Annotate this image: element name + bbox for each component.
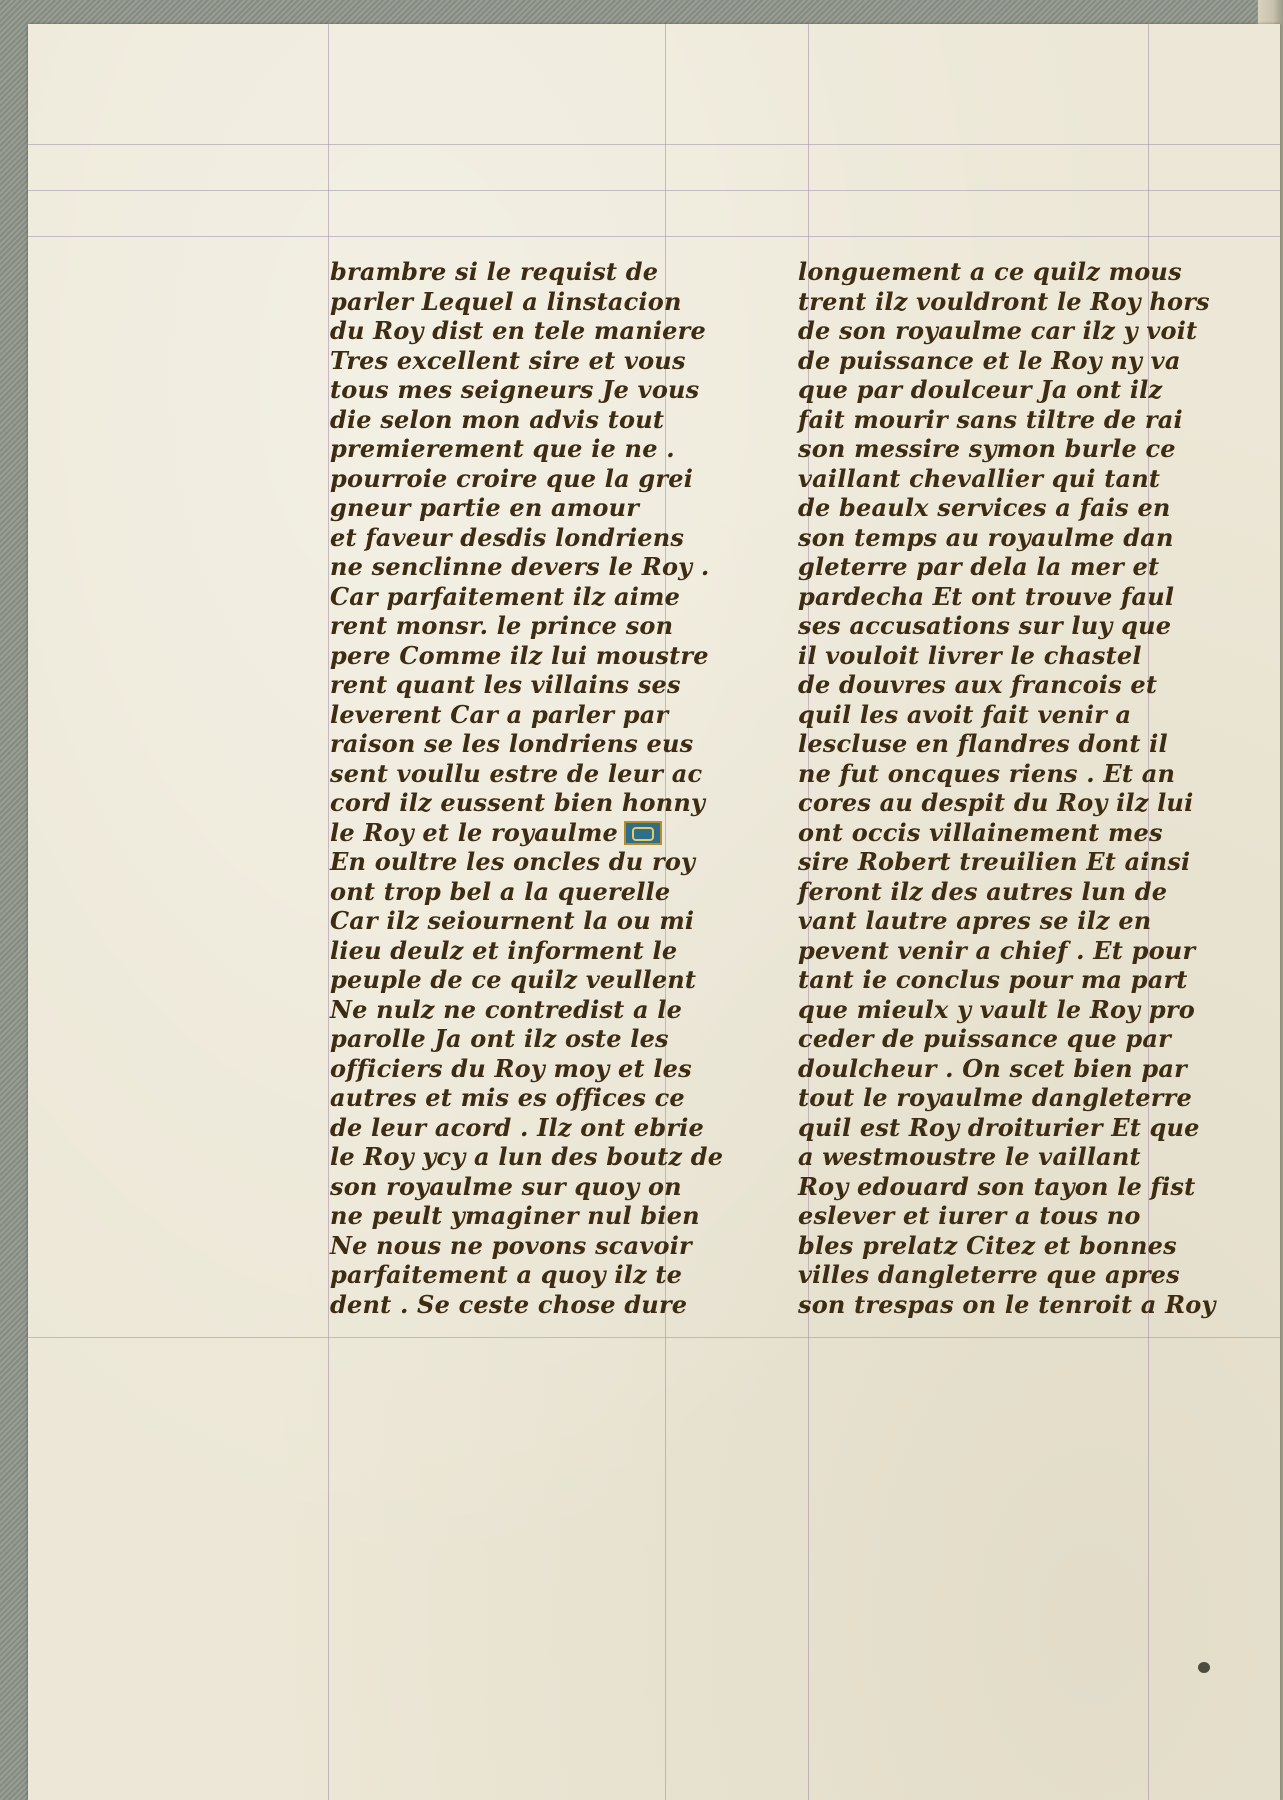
text-line: dent . Se ceste chose dure bbox=[330, 1289, 688, 1319]
text-line: de puissance et le Roy ny va bbox=[798, 345, 1181, 375]
text-line: tous mes seigneurs Je vous bbox=[330, 375, 700, 404]
text-line: ses accusations sur luy que bbox=[798, 611, 1172, 640]
text-line: quil les avoit fait venir a bbox=[798, 699, 1132, 729]
text-line: pevent venir a chief . Et pour bbox=[798, 935, 1196, 965]
ruling-line-top bbox=[28, 144, 1280, 145]
text-line: rent monsr. le prince son bbox=[330, 611, 674, 640]
text-line: tout le royaulme dangleterre bbox=[798, 1083, 1192, 1112]
text-line: il vouloit livrer le chastel bbox=[798, 640, 1142, 670]
text-line: a westmoustre le vaillant bbox=[798, 1142, 1141, 1171]
text-line: autres et mis es offices ce bbox=[330, 1083, 685, 1112]
text-line: gleterre par dela la mer et bbox=[798, 552, 1160, 581]
text-line: son temps au royaulme dan bbox=[798, 522, 1174, 552]
text-line: son messire symon burle ce bbox=[798, 434, 1176, 463]
text-line: lescluse en flandres dont il bbox=[798, 729, 1168, 758]
text-line: ceder de puissance que par bbox=[798, 1024, 1171, 1053]
text-line: vant lautre apres se ilz en bbox=[798, 906, 1152, 935]
text-line: cores au despit du Roy ilz lui bbox=[798, 788, 1194, 817]
text-line: de douvres aux francois et bbox=[798, 670, 1158, 699]
text-line-with-initial bbox=[330, 818, 723, 848]
text-line: peuple de ce quilz veullent bbox=[330, 965, 697, 994]
text-line: eslever et iurer a tous no bbox=[798, 1201, 1141, 1230]
text-line: feront ilz des autres lun de bbox=[798, 876, 1168, 906]
text-line: pourroie croire que la grei bbox=[330, 463, 694, 493]
text-line: de leur acord . Ilz ont ebrie bbox=[330, 1112, 705, 1142]
text-line: officiers du Roy moy et les bbox=[330, 1053, 692, 1083]
text-line: Car parfaitement ilz aime bbox=[330, 581, 681, 611]
text-line: parfaitement a quoy ilz te bbox=[330, 1260, 683, 1289]
text-line: vaillant chevallier qui tant bbox=[798, 463, 1161, 493]
text-line: son trespas on le tenroit a Roy bbox=[798, 1289, 1216, 1319]
text-line: pere Comme ilz lui moustre bbox=[330, 640, 709, 670]
text-line: fait mourir sans tiltre de rai bbox=[798, 404, 1183, 434]
ruling-line-upper bbox=[28, 190, 1280, 191]
text-line: brambre si le requist de bbox=[330, 257, 659, 286]
text-line: raison se les londriens eus bbox=[330, 729, 694, 758]
text-column-left bbox=[330, 257, 723, 1319]
text-line: leverent Car a parler par bbox=[330, 699, 669, 729]
text-line: rent quant les villains ses bbox=[330, 670, 681, 699]
text-line: bles prelatz Citez et bonnes bbox=[798, 1230, 1177, 1260]
text-line: et faveur desdis londriens bbox=[330, 522, 685, 552]
text-line: lieu deulz et informent le bbox=[330, 935, 678, 965]
text-line: ont occis villainement mes bbox=[798, 817, 1163, 847]
text-line: tant ie conclus pour ma part bbox=[798, 965, 1188, 994]
text-line: die selon mon advis tout bbox=[330, 404, 665, 434]
text-line: ne senclinne devers le Roy . bbox=[330, 552, 710, 581]
ruling-line-head bbox=[28, 236, 1280, 237]
decorated-initial-icon bbox=[624, 821, 662, 845]
text-line: longuement a ce quilz mous bbox=[798, 257, 1182, 286]
text-line: le Roy et le royaulme bbox=[330, 817, 619, 847]
text-line: gneur partie en amour bbox=[330, 493, 640, 522]
text-line: sent voullu estre de leur ac bbox=[330, 758, 703, 788]
ruling-line-foot bbox=[28, 1337, 1280, 1338]
text-line: pardecha Et ont trouve faul bbox=[798, 581, 1175, 611]
text-line: En oultre les oncles du roy bbox=[330, 847, 696, 876]
text-line: que par doulceur Ja ont ilz bbox=[798, 375, 1163, 404]
text-line: villes dangleterre que apres bbox=[798, 1260, 1180, 1289]
ruling-column-left-outer bbox=[328, 24, 329, 1800]
text-line: Car ilz seiournent la ou mi bbox=[330, 906, 695, 935]
text-line: parler Lequel a linstacion bbox=[330, 286, 682, 316]
text-line: du Roy dist en tele maniere bbox=[330, 316, 706, 345]
text-line: ne peult ymaginer nul bien bbox=[330, 1201, 700, 1230]
text-line: son royaulme sur quoy on bbox=[330, 1171, 682, 1201]
text-line: doulcheur . On scet bien par bbox=[798, 1053, 1187, 1083]
text-line: quil est Roy droiturier Et que bbox=[798, 1112, 1200, 1142]
text-line: que mieulx y vault le Roy pro bbox=[798, 994, 1195, 1024]
text-line: trent ilz vouldront le Roy hors bbox=[798, 286, 1210, 316]
text-line: ne fut oncques riens . Et an bbox=[798, 758, 1176, 788]
text-line: premierement que ie ne . bbox=[330, 434, 675, 463]
text-column-right bbox=[798, 257, 1216, 1319]
ink-blot bbox=[1198, 1662, 1210, 1673]
text-line: cord ilz eussent bien honny bbox=[330, 788, 706, 817]
text-line: Roy edouard son tayon le fist bbox=[798, 1171, 1196, 1201]
text-line: Ne nulz ne contredist a le bbox=[330, 994, 683, 1024]
text-line: le Roy ycy a lun des boutz de bbox=[330, 1142, 724, 1171]
text-line: Ne nous ne povons scavoir bbox=[330, 1230, 692, 1260]
text-line: Tres excellent sire et vous bbox=[330, 345, 686, 375]
text-line: de son royaulme car ilz y voit bbox=[798, 316, 1198, 345]
text-line: ont trop bel a la querelle bbox=[330, 876, 671, 906]
text-line: sire Robert treuilien Et ainsi bbox=[798, 847, 1191, 876]
text-line: parolle Ja ont ilz oste les bbox=[330, 1024, 669, 1053]
text-line: de beaulx services a fais en bbox=[798, 493, 1171, 522]
